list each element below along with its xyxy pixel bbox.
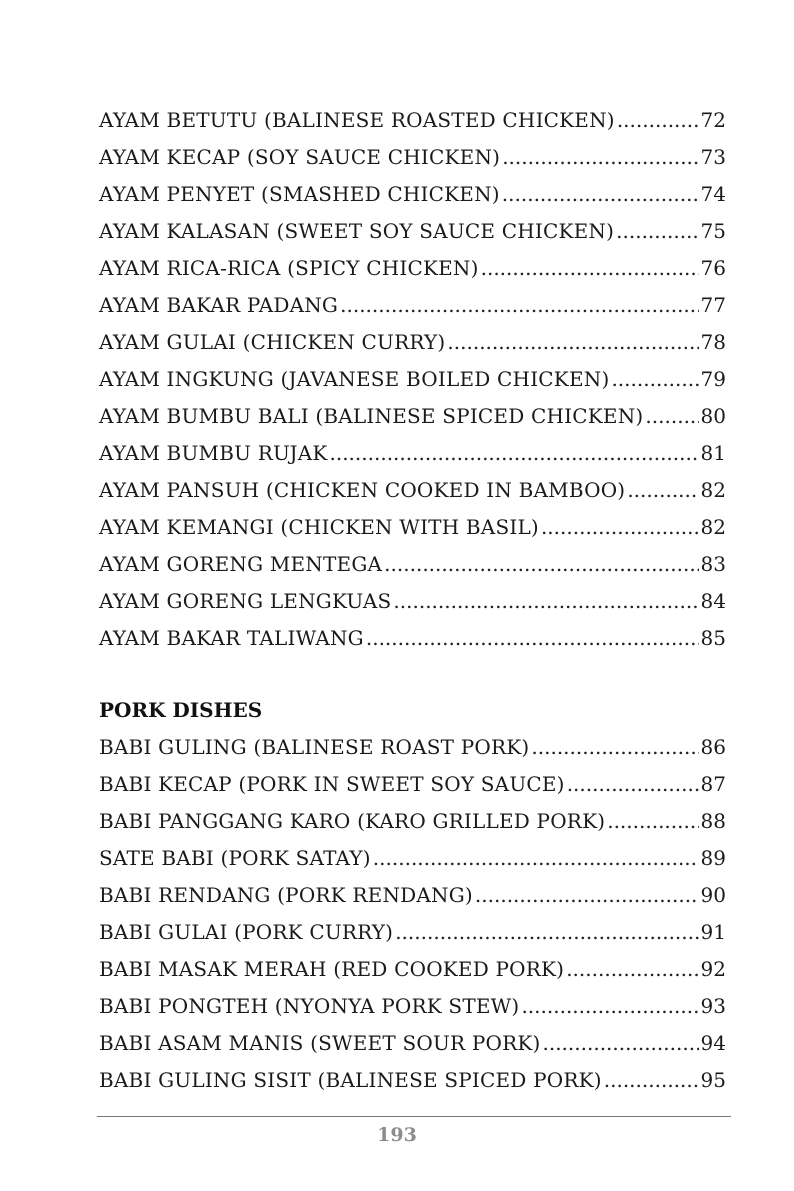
entry-title: BABI GULAI (PORK CURRY) (99, 920, 394, 944)
entry-title: BABI MASAK MERAH (RED COOKED PORK) (99, 957, 565, 981)
dot-leader (481, 250, 699, 287)
toc-entry[interactable] (99, 250, 726, 287)
toc-entry[interactable] (99, 620, 726, 657)
dot-leader (340, 287, 698, 324)
entry-page-number: 87 (700, 772, 726, 796)
entry-title: BABI GULING (BALINESE ROAST PORK) (99, 735, 530, 759)
dot-leader (611, 361, 698, 398)
toc-entry[interactable] (99, 877, 726, 914)
entry-title: AYAM GULAI (CHICKEN CURRY) (99, 330, 446, 354)
toc-entry[interactable] (99, 435, 726, 472)
toc-entry[interactable] (99, 509, 726, 546)
toc-entry[interactable] (99, 1062, 726, 1099)
entry-page-number: 95 (700, 1068, 726, 1092)
entry-page-number: 79 (700, 367, 726, 391)
toc-entry[interactable] (99, 914, 726, 951)
entry-title: AYAM BETUTU (BALINESE ROASTED CHICKEN) (99, 108, 615, 132)
entry-title: BABI RENDANG (PORK RENDANG) (99, 883, 473, 907)
dot-leader (475, 877, 699, 914)
toc-entry[interactable] (99, 729, 726, 766)
toc-entry[interactable] (99, 472, 726, 509)
toc-entry[interactable] (99, 583, 726, 620)
toc-entry[interactable] (99, 398, 726, 435)
entry-title: BABI PONGTEH (NYONYA PORK STEW) (99, 994, 520, 1018)
entry-title: BABI ASAM MANIS (SWEET SOUR PORK) (99, 1031, 541, 1055)
toc-entry[interactable] (99, 840, 726, 877)
dot-leader (541, 509, 699, 546)
dot-leader (502, 176, 699, 213)
entry-page-number: 81 (700, 441, 726, 465)
entry-title: AYAM KECAP (SOY SAUCE CHICKEN) (99, 145, 501, 169)
entry-title: AYAM KEMANGI (CHICKEN WITH BASIL) (99, 515, 539, 539)
toc-entry[interactable] (99, 951, 726, 988)
entry-page-number: 82 (700, 515, 726, 539)
entry-title: AYAM GORENG LENGKUAS (99, 589, 392, 613)
entry-page-number: 72 (700, 108, 726, 132)
dot-leader (384, 546, 698, 583)
table-of-contents (99, 102, 726, 1099)
dot-leader (395, 914, 698, 951)
dot-leader (542, 1025, 698, 1062)
entry-page-number: 73 (700, 145, 726, 169)
entry-page-number: 75 (700, 219, 726, 243)
dot-leader (531, 729, 698, 766)
dot-leader (604, 1062, 699, 1099)
entry-title: BABI PANGGANG KARO (KARO GRILLED PORK) (99, 809, 606, 833)
entry-page-number: 86 (700, 735, 726, 759)
entry-page-number: 82 (700, 478, 726, 502)
entry-title: AYAM KALASAN (SWEET SOY SAUCE CHICKEN) (99, 219, 615, 243)
entry-title: AYAM BUMBU BALI (BALINESE SPICED CHICKEN) (99, 404, 644, 428)
entry-page-number: 93 (700, 994, 726, 1018)
toc-entry[interactable] (99, 213, 726, 250)
entry-page-number: 80 (700, 404, 726, 428)
toc-entry[interactable] (99, 324, 726, 361)
entry-title: AYAM RICA-RICA (SPICY CHICKEN) (99, 256, 479, 280)
dot-leader (607, 803, 698, 840)
toc-entry[interactable] (99, 803, 726, 840)
entry-title: AYAM INGKUNG (JAVANESE BOILED CHICKEN) (99, 367, 610, 391)
toc-entry[interactable] (99, 361, 726, 398)
footer-divider (97, 1116, 731, 1117)
entry-page-number: 76 (700, 256, 726, 280)
entry-title: AYAM GORENG MENTEGA (99, 552, 383, 576)
dot-leader (616, 213, 698, 250)
entry-page-number: 92 (700, 957, 726, 981)
entry-title: AYAM PANSUH (CHICKEN COOKED IN BAMBOO) (99, 478, 626, 502)
toc-entry[interactable] (99, 176, 726, 213)
entry-page-number: 94 (700, 1031, 726, 1055)
entry-page-number: 74 (700, 182, 726, 206)
entry-title: BABI KECAP (PORK IN SWEET SOY SAUCE) (99, 772, 565, 796)
dot-leader (567, 766, 699, 803)
entry-title: SATE BABI (PORK SATAY) (99, 846, 371, 870)
entry-page-number: 90 (700, 883, 726, 907)
toc-entry[interactable] (99, 546, 726, 583)
entry-title: AYAM BAKAR TALIWANG (99, 626, 364, 650)
dot-leader (329, 435, 698, 472)
footer-page-number: 193 (377, 1124, 417, 1146)
dot-leader (627, 472, 698, 509)
pork-entries-list (99, 729, 726, 1099)
toc-entry[interactable] (99, 1025, 726, 1062)
entry-page-number: 85 (700, 626, 726, 650)
entry-title: AYAM BAKAR PADANG (99, 293, 339, 317)
entry-title: BABI GULING SISIT (BALINESE SPICED PORK) (99, 1068, 602, 1092)
entry-title: AYAM PENYET (SMASHED CHICKEN) (99, 182, 500, 206)
dot-leader (566, 951, 698, 988)
entry-page-number: 88 (700, 809, 726, 833)
dot-leader (447, 324, 698, 361)
chicken-entries-list (99, 102, 726, 657)
toc-entry[interactable] (99, 139, 726, 176)
entry-page-number: 84 (700, 589, 726, 613)
dot-leader (373, 840, 699, 877)
dot-leader (617, 102, 699, 139)
entry-page-number: 77 (700, 293, 726, 317)
dot-leader (366, 620, 699, 657)
toc-entry[interactable] (99, 766, 726, 803)
dot-leader (393, 583, 698, 620)
dot-leader (521, 988, 698, 1025)
toc-entry[interactable] (99, 102, 726, 139)
dot-leader (502, 139, 698, 176)
entry-title: AYAM BUMBU RUJAK (99, 441, 328, 465)
toc-entry[interactable] (99, 287, 726, 324)
dot-leader (645, 398, 698, 435)
entry-page-number: 89 (700, 846, 726, 870)
toc-entry[interactable] (99, 988, 726, 1025)
entry-page-number: 78 (700, 330, 726, 354)
section-heading-pork: PORK DISHES (99, 698, 263, 722)
entry-page-number: 83 (700, 552, 726, 576)
entry-page-number: 91 (700, 920, 726, 944)
